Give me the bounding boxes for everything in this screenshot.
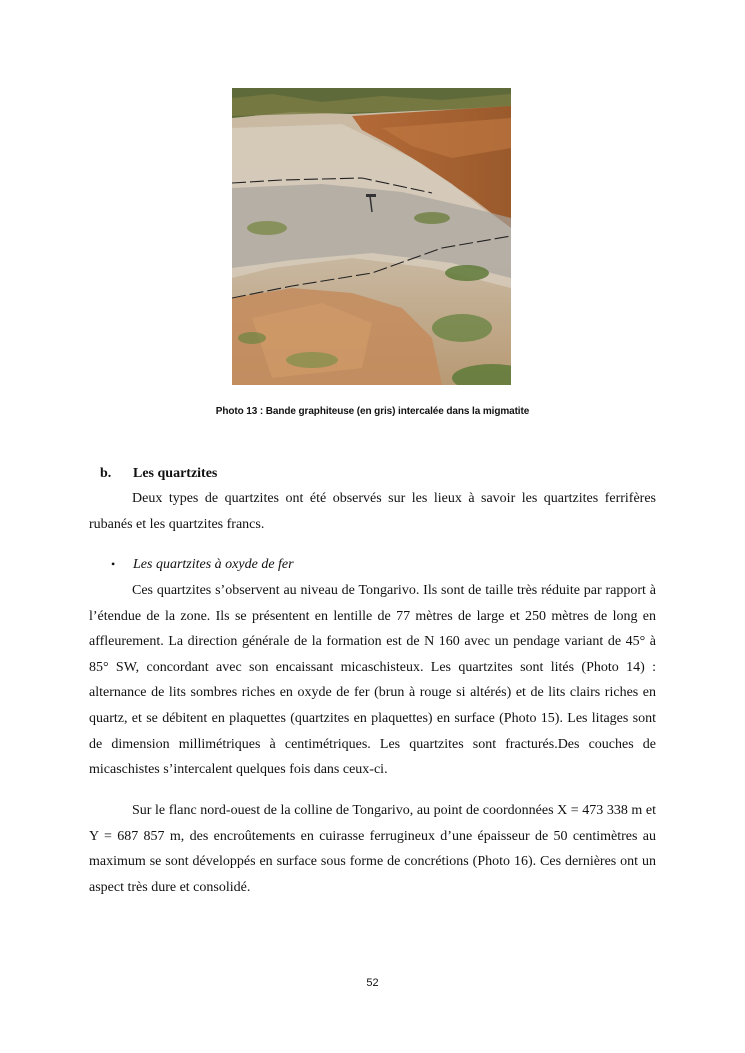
photo-caption: Photo 13 : Bande graphiteuse (en gris) intercalée dans la migmatite [215, 406, 530, 417]
outcrop-photo [232, 88, 511, 385]
outcrop-photo-drawing [232, 88, 511, 385]
bullet-title: Les quartzites à oxyde de fer [133, 557, 294, 572]
section-title: Les quartzites [133, 466, 218, 481]
paragraph-2 [89, 798, 656, 900]
section-number: b. [100, 466, 112, 481]
bullet-icon: • [111, 557, 116, 571]
intro-paragraph [89, 486, 656, 537]
page-number: 52 [366, 977, 379, 989]
intro-text: Deux types de quartzites ont été observés sur les lieux à savoir les quartzites ferrifères rubanés et les quartzites francs. [89, 491, 656, 532]
section-heading [100, 466, 217, 482]
paragraph-1 [89, 578, 656, 783]
paragraph-1-text: Ces quartzites s’observent au niveau de Tongarivo. Ils sont de taille très réduite par rapport à l’étendue de la zone. Ils se présentent en lentille de 77 mètres de large et 250 mètres de long en affleurement. La direction générale de la formation est de N 160 avec un pendage variant de 45° à 85° SW, concordant avec son encaissant micaschisteux. Les quartzites sont lités (Photo 14) : alternance de lits sombres riches en oxyde de fer (brun à rouge si altérés) et de lits clairs riches en quartz, et se débitent en plaquettes (quartzites en plaquettes) en surface (Photo 15). Les litages sont de dimension millimétriques à centimétriques. Les quartzites sont fracturés.Des couches de micaschistes s’intercalent quelques fois dans ceux-ci. [89, 583, 656, 778]
paragraph-2-text: Sur le flanc nord-ouest de la colline de Tongarivo, au point de coordonnées X = 473 338 m et Y = 687 857 m, des encroûtements en cuirasse ferrugineux d’une épaisseur de 50 centimètres au maximum se sont développés en surface sous forme de concrétions (Photo 16). Ces dernières ont un aspect très dure et consolidé. [89, 803, 656, 895]
bullet-item [111, 557, 294, 573]
